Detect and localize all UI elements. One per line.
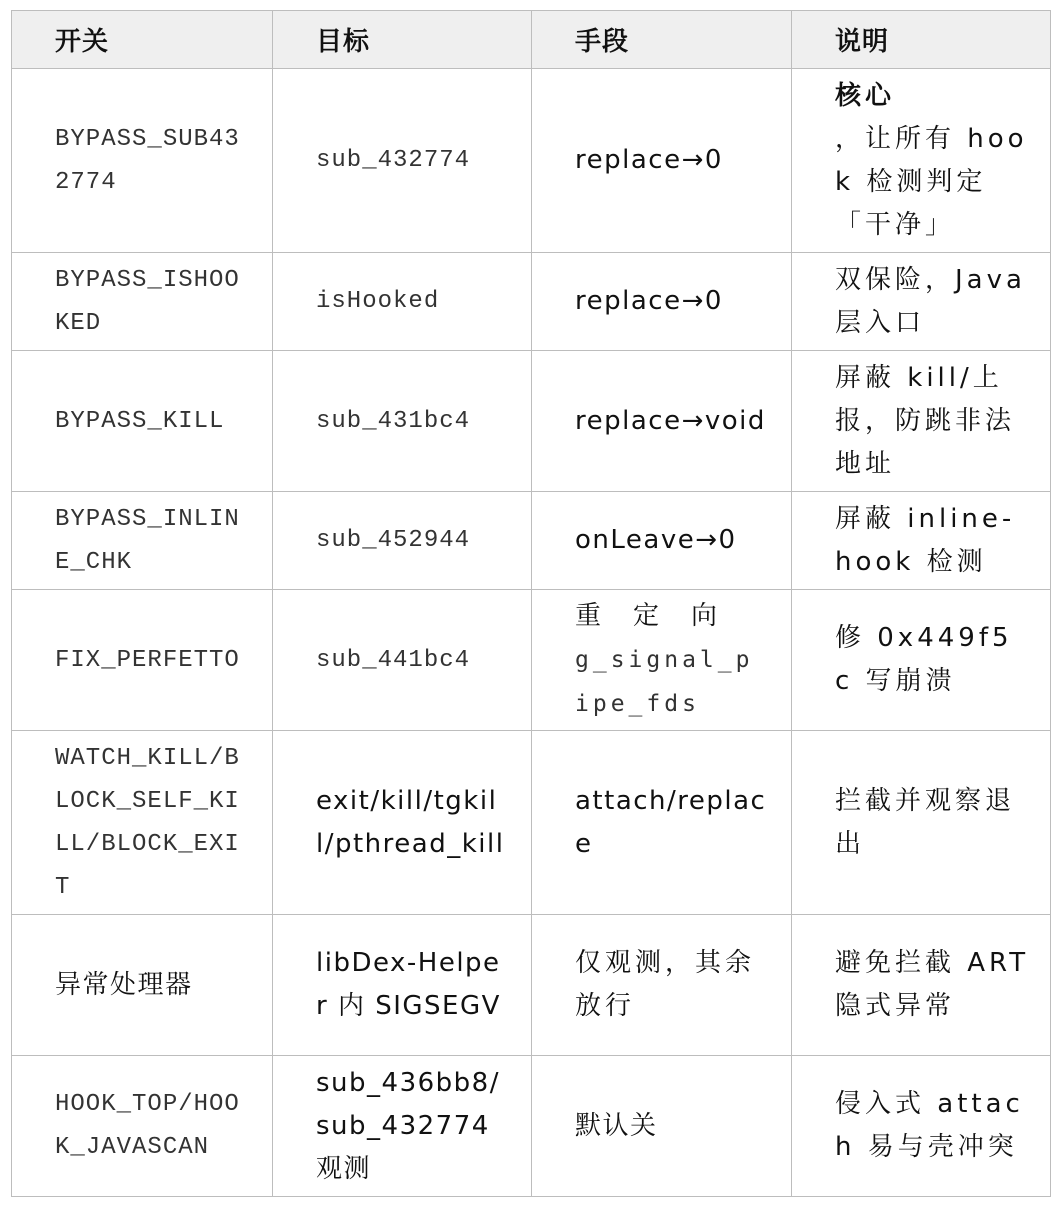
table-row bbox=[12, 915, 1051, 1056]
target-cell: exit/kill/tgkill/pthread_kill bbox=[273, 731, 532, 915]
hook-switch-table bbox=[11, 10, 1051, 1197]
method-cell: replace→0 bbox=[532, 253, 792, 351]
description-cell bbox=[792, 69, 1051, 253]
header-target: 目标 bbox=[273, 11, 532, 69]
method-cell: 默认关 bbox=[532, 1056, 792, 1197]
table-row bbox=[12, 1056, 1051, 1197]
switch-cell: WATCH_KILL/BLOCK_SELF_KILL/BLOCK_EXIT bbox=[12, 731, 273, 915]
switch-cell: 异常处理器 bbox=[12, 915, 273, 1056]
table-row bbox=[12, 253, 1051, 351]
switch-cell: BYPASS_INLINE_CHK bbox=[12, 492, 273, 590]
table-row bbox=[12, 590, 1051, 731]
description-cell: 修 0x449f5c 写崩溃 bbox=[792, 590, 1051, 731]
header-method: 手段 bbox=[532, 11, 792, 69]
table-row bbox=[12, 69, 1051, 253]
method-cell: replace→0 bbox=[532, 69, 792, 253]
description-cell: 屏蔽 inline-hook 检测 bbox=[792, 492, 1051, 590]
switch-cell: BYPASS_KILL bbox=[12, 351, 273, 492]
method-cell: attach/replace bbox=[532, 731, 792, 915]
header-switch: 开关 bbox=[12, 11, 273, 69]
target-cell: sub_431bc4 bbox=[273, 351, 532, 492]
method-prefix: 重定向 bbox=[575, 600, 750, 631]
method-code: g_signal_pipe_fds bbox=[575, 646, 754, 717]
description-cell: 双保险，Java 层入口 bbox=[792, 253, 1051, 351]
table-row bbox=[12, 492, 1051, 590]
target-cell: sub_452944 bbox=[273, 492, 532, 590]
switch-cell: BYPASS_ISHOOKED bbox=[12, 253, 273, 351]
target-cell: isHooked bbox=[273, 253, 532, 351]
description-cell: 侵入式 attach 易与壳冲突 bbox=[792, 1056, 1051, 1197]
table-header-row bbox=[12, 11, 1051, 69]
switch-cell: HOOK_TOP/HOOK_JAVASCAN bbox=[12, 1056, 273, 1197]
target-cell: sub_441bc4 bbox=[273, 590, 532, 731]
switch-cell: BYPASS_SUB432774 bbox=[12, 69, 273, 253]
description-cell: 避免拦截 ART 隐式异常 bbox=[792, 915, 1051, 1056]
target-cell: sub_432774 bbox=[273, 69, 532, 253]
table-row bbox=[12, 351, 1051, 492]
method-cell: onLeave→0 bbox=[532, 492, 792, 590]
switch-cell: FIX_PERFETTO bbox=[12, 590, 273, 731]
target-cell: sub_436bb8/sub_432774 观测 bbox=[273, 1056, 532, 1197]
description-cell: 拦截并观察退出 bbox=[792, 731, 1051, 915]
method-cell: 仅观测，其余放行 bbox=[532, 915, 792, 1056]
description-emphasis: 核心 bbox=[835, 80, 896, 111]
description-text: ，让所有 hook 检测判定「干净」 bbox=[835, 123, 1028, 240]
table-row bbox=[12, 731, 1051, 915]
method-cell bbox=[532, 590, 792, 731]
description-cell: 屏蔽 kill/上报，防跳非法地址 bbox=[792, 351, 1051, 492]
method-cell: replace→void bbox=[532, 351, 792, 492]
header-description: 说明 bbox=[792, 11, 1051, 69]
target-cell: libDex-Helper 内 SIGSEGV bbox=[273, 915, 532, 1056]
